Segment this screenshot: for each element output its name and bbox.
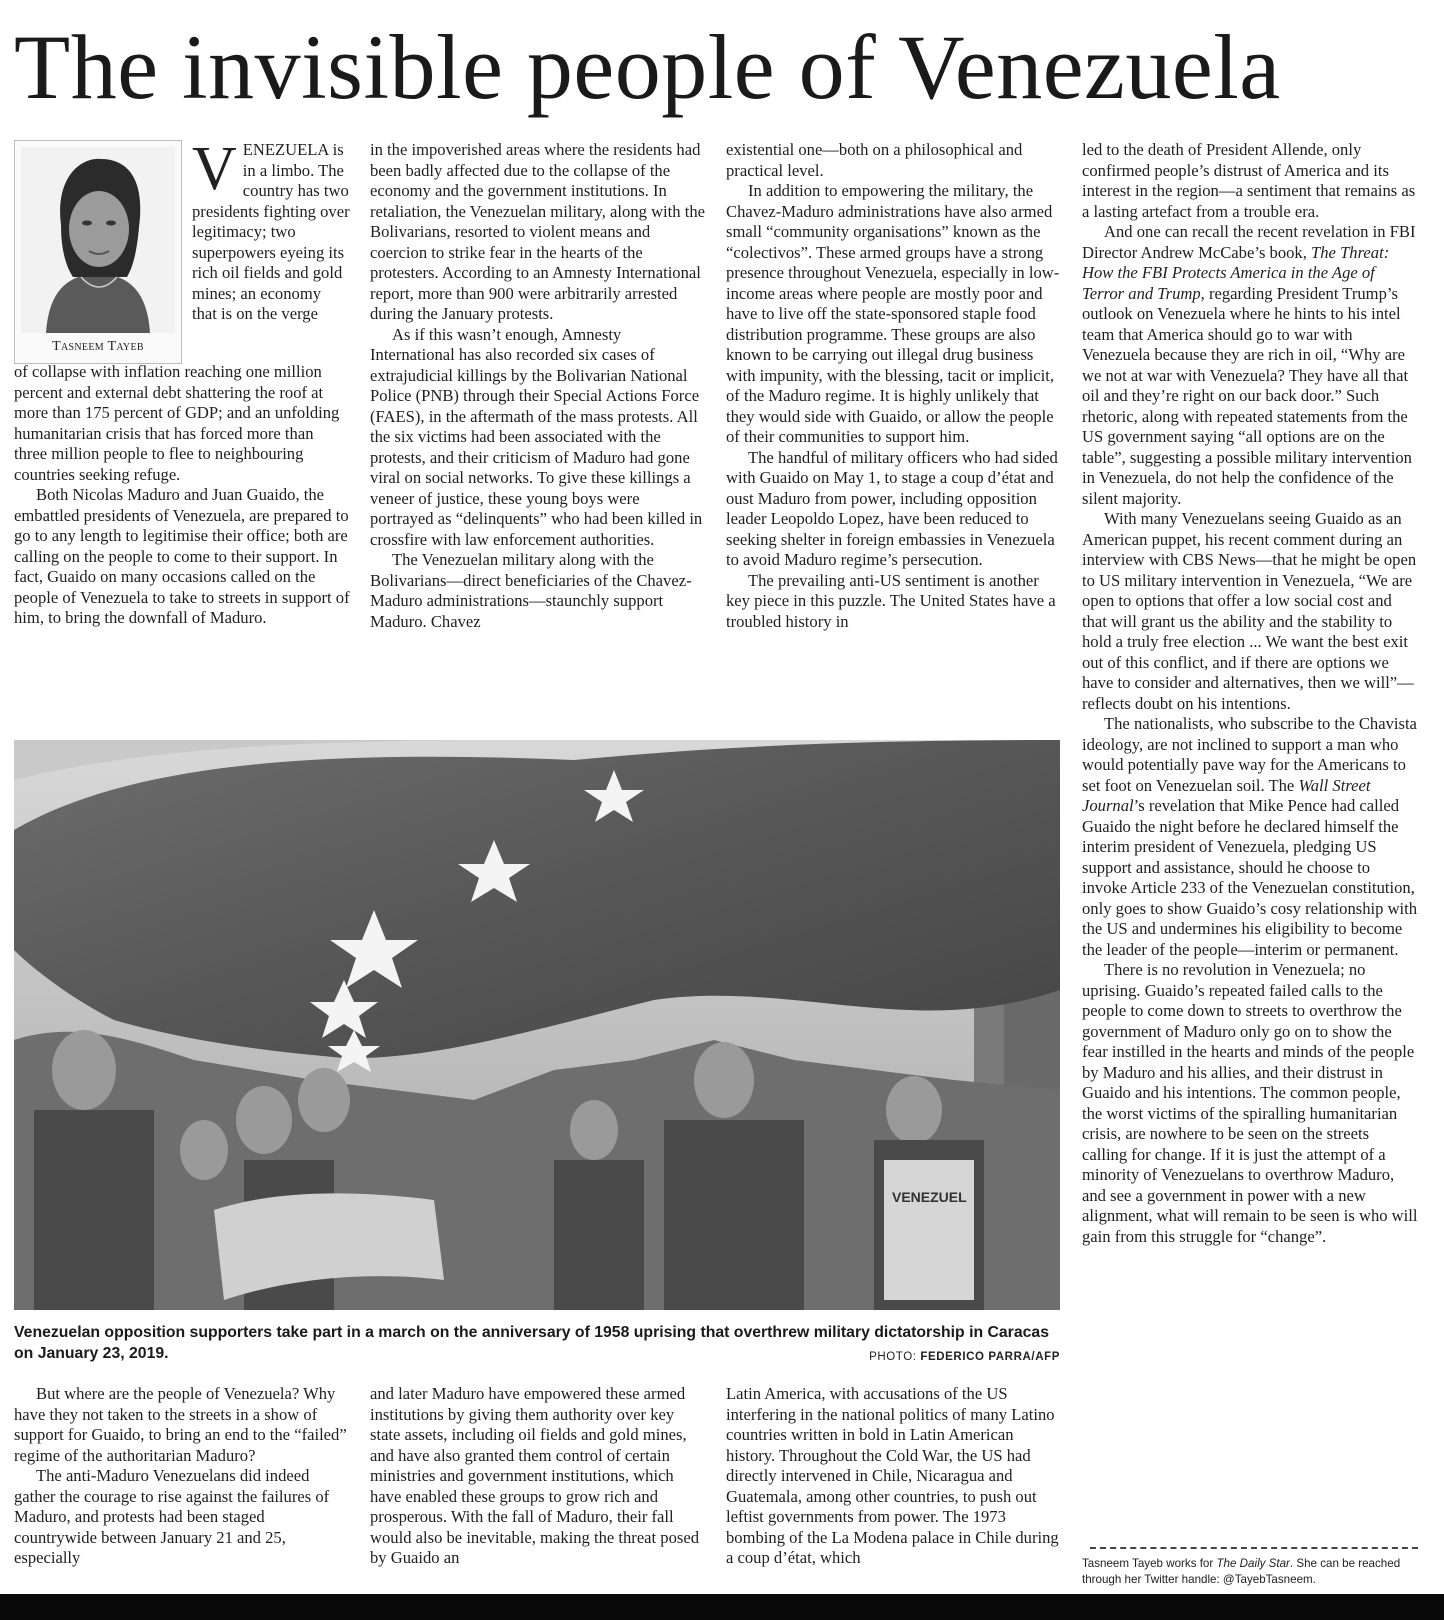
photo-credit: PHOTO: FEDERICO PARRA/AFP (869, 1351, 1060, 1363)
paragraph: The prevailing anti-US sentiment is another key piece in this puzzle. The United States have a troubled history in (726, 570, 1056, 631)
bio-divider (1090, 1547, 1418, 1549)
paragraph: The Venezuelan military along with the Bolivarians—direct beneficiaries of the Chavez-Maduro administrations—staunchly support Maduro. Chavez (370, 550, 692, 631)
paragraph: led to the death of President Allende, only confirmed people’s distrust of America and its interest in the region—a sentiment that remains as a lasting artefact from a trouble era. (1082, 140, 1416, 221)
paragraph: existential one—both on a philosophical and practical level. (726, 140, 1023, 180)
column-4 (1082, 140, 1418, 1247)
column-1-top (14, 362, 350, 629)
main-photo (14, 740, 1060, 1310)
paragraph: and later Maduro have empowered these armed institutions by giving them authority over key state assets, including oil fields and gold mines, and have also granted them control of certain ministries and government institutions, which have enabled these groups to grow rich and prosperous. With the fall of Maduro, their fall would also be inevitable, making the threat posed by Guaido an (370, 1384, 700, 1567)
lead-text: ENEZUELA is in a limbo. The country has two presidents fighting over legitimacy; two superpowers eyeing its rich oil fields and gold mines; an economy that is on the verge (192, 140, 350, 323)
paragraph: In addition to empowering the military, the Chavez-Maduro administrations have also armed small “community organisations” known as the “colectivos”. These armed groups have a strong presence throughout Venezuela, especially in low-income areas where people are mostly poor and have to live off the state-sponsored staple food distribution programme. These groups are also known to be carrying out illegal drug business with impunity, with the blessing, tacit or implicit, of the Maduro regime. It is highly unlikely that they would side with Guaido, or allow the people of their communities to support him. (726, 181, 1060, 446)
paragraph: There is no revolution in Venezuela; no uprising. Guaido’s repeated failed calls to the people to come down to streets to overthrow the government of Maduro only go on to show the fear instilled in the hearts and minds of the people by Maduro and his allies, and their distrust in Guaido and his intentions. The common people, the worst victims of the spiralling humanitarian crisis, are nowhere to be seen on the streets calling for change. If it is just the attempt of a minority of Venezuelans to overthrow Maduro, and see a government in power with a new alignment, what will remain to be seen is who will gain from this struggle for “change”. (1082, 960, 1418, 1246)
protest-flag-photo (14, 740, 1060, 1310)
page-bottom-bar (0, 1594, 1444, 1620)
paragraph: The nationalists, who subscribe to the Chavista ideology, are not inclined to support a man who would potentially pave way for the Americans to set foot on Venezuelan soil. The Wall Street Journal’s revelation that Mike Pence had called Guaido the night before he declared himself the interim president of Venezuela, pledging US support and assistance, should he choose to invoke Article 233 of the Venezuelan constitution, only goes to show Guaido’s cosy relationship with the US and undermines his eligibility to become the leader of the people—interim or permanent. (1082, 714, 1418, 959)
author-portrait-image (21, 147, 175, 333)
column-2-bottom (370, 1384, 706, 1569)
photo-caption: Venezuelan opposition supporters take part in a march on the anniversary of 1958 uprising that overthrew military dictatorship in Caracas on January 23, 2019. (14, 1324, 1049, 1362)
column-3-bottom (726, 1384, 1062, 1569)
paragraph: in the impoverished areas where the residents had been badly affected due to the collapse of the economy and the government institutions. In retaliation, the Venezuelan military, along with the Bolivarians, resorted to violent means and coercion to strike fear in the hearts of the protesters. According to an Amnesty International report, more than 900 were arbitrarily arrested during the January protests. (370, 140, 705, 323)
shirt-text: VENEZUEL (892, 1189, 967, 1205)
paragraph: As if this wasn’t enough, Amnesty International has also recorded six cases of extrajudicial killings by the Bolivarian National Police (PNB) through their Special Actions Force (FAES), in the aftermath of the mass protests. All the six victims had been associated with the protests, and their criticism of Maduro had gone viral on social networks. To give these killings a veneer of justice, these young boys were portrayed as “delinquents” who had been killed in crossfire with law enforcement authorities. (370, 324, 703, 549)
column-2-top (370, 140, 706, 632)
column-3-top (726, 140, 1062, 632)
paragraph: But where are the people of Venezuela? Why have they not taken to the streets in a show of support for Guaido, to bring an end to the “failed” regime of the authoritarian Maduro? (14, 1384, 347, 1465)
headline: The invisible people of Venezuela (14, 16, 1281, 118)
column-1-bottom (14, 1384, 350, 1569)
author-bio: Tasneem Tayeb works for The Daily Star. She can be reached through her Twitter handle: @TayebTasneem. (1082, 1557, 1401, 1586)
drop-cap: V (192, 135, 237, 203)
paragraph: The handful of military officers who had sided with Guaido on May 1, to stage a coup d’état and oust Maduro from power, including opposition leader Leopoldo Lopez, have been reduced to seeking shelter in foreign embassies in Venezuela to avoid Maduro regime’s persecution. (726, 447, 1058, 569)
paragraph: And one can recall the recent revelation in FBI Director Andrew McCabe’s book, The Threat: How the FBI Protects America in the Age of Terror and Trump, regarding President Trump’s outlook on Venezuela where he hints to his intel team that America should go to war with Venezuela because they are rich in oil, “Why are we not at war with Venezuela? They have all that oil and they’re right on our back door.” Such rhetoric, along with repeated statements from the US government saying “all options are on the table”, suggesting a possible military intervention in Venezuela, do not help the confidence of the silent majority. (1082, 222, 1416, 508)
author-name: Tasneem Tayeb (52, 339, 144, 354)
paragraph: The anti-Maduro Venezuelans did indeed gather the courage to rise against the failures of Maduro, and protests had been staged countrywide between January 21 and 25, especially (14, 1466, 330, 1567)
paragraph: of collapse with inflation reaching one million percent and external debt shattering the roof at more than 175 percent of GDP; and an unfolding humanitarian crisis that has forced more than three million people to flee to neighbouring countries seeking refuge. (14, 362, 340, 484)
paragraph: With many Venezuelans seeing Guaido as an American puppet, his recent comment during an interview with CBS News—that he might be open to US military intervention in Venezuela, “We are open to options that offer a low social cost and that will grant us the ability and the stability to hold a truly free election ... We want the best exit out of this conflict, and if there are options we have to consider and alternatives, then we will”—reflects doubt on his intentions. (1082, 509, 1417, 713)
lead-paragraph-wrap (192, 135, 350, 325)
paragraph: Both Nicolas Maduro and Juan Guaido, the embattled presidents of Venezuela, are prepared to go to any length to legitimise their office; both are calling on the people to come to their support. In fact, Guaido on many occasions called on the people of Venezuela to take to streets in support of him, to bring the downfall of Maduro. (14, 485, 350, 627)
author-photo (14, 140, 182, 364)
paragraph: Latin America, with accusations of the US interfering in the national politics of many Latino countries written in bold in Latin American history. Throughout the Cold War, the US had directly intervened in Chile, Nicaragua and Guatemala, among other countries, to push out leftist governments from power. The 1973 bombing of the La Modena palace in Chile during a coup d’état, which (726, 1384, 1059, 1567)
